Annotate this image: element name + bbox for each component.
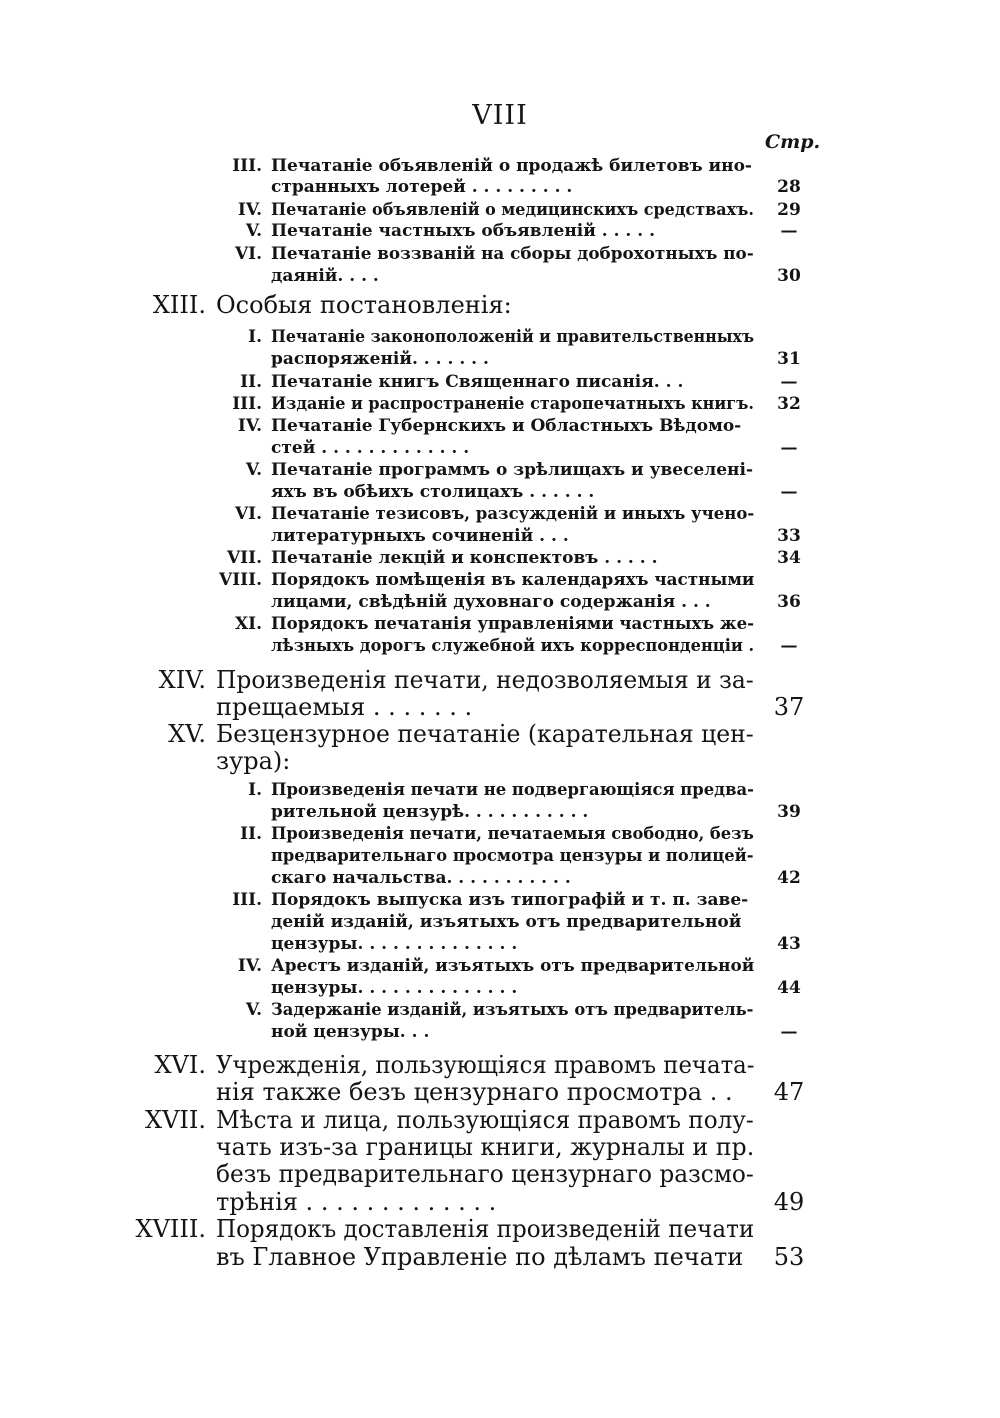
entry-title-line: рительной цензурѣ. . . . . . . . . . . <box>271 802 589 822</box>
entry-number: XIII. <box>152 291 206 319</box>
entry-title-line: въ Главное Управленіе по дѣламъ печати <box>216 1243 744 1271</box>
entry-number: IV. <box>237 416 262 436</box>
entry-page-number: 43 <box>777 934 801 954</box>
entry-title-line: цензуры. . . . . . . . . . . . . . <box>271 978 518 998</box>
entry-title-line: Произведенія печати, печатаемыя свободно, безъ <box>271 824 754 844</box>
entry-page-number: — <box>780 636 798 656</box>
entry-page-number: — <box>780 221 798 241</box>
entry-page-number: 53 <box>773 1243 805 1271</box>
entry-title-line: Изданіе и распространеніе старопечатныхъ книгъ. <box>271 394 754 414</box>
entry-title-line: Печатаніе объявленій о медицинскихъ средствахъ. <box>271 200 754 220</box>
entry-number: V. <box>245 1000 262 1020</box>
entry-number: V. <box>245 460 262 480</box>
entry-title-line: даяній. . . . <box>271 266 379 286</box>
entry-title-line: Печатаніе тезисовъ, разсужденій и иныхъ учено- <box>271 504 755 524</box>
entry-title-line: деній изданій, изъятыхъ отъ предварительной <box>271 912 742 932</box>
entry-title-line: Печатаніе лекцій и конспектовъ . . . . . <box>271 548 658 568</box>
entry-title-line: предварительнаго просмотра цензуры и полицей- <box>271 846 754 866</box>
entry-number: III. <box>232 156 262 176</box>
entry-title-line: Произведенія печати, недозволяемыя и за- <box>216 666 754 694</box>
entry-title-line: Мѣста и лица, пользующіяся правомъ полу- <box>216 1106 754 1134</box>
entry-title-line: Печатаніе объявленій о продажѣ билетовъ ино- <box>271 156 752 176</box>
entry-number: XIV. <box>158 666 206 694</box>
entry-page-number: 42 <box>777 868 801 888</box>
entry-title-line: лѣзныхъ дорогъ служебной ихъ корреспонденціи . <box>271 636 755 656</box>
entry-number: III. <box>232 394 262 414</box>
entry-title-line: Порядокъ печатанія управленіями частныхъ же- <box>271 614 755 634</box>
entry-page-number: 44 <box>777 978 801 998</box>
entry-page-number: 32 <box>777 394 801 414</box>
entry-page-number: 29 <box>777 200 801 220</box>
page-column-label: Стр. <box>765 131 821 153</box>
entry-title-line: Порядокъ помѣщенія въ календаряхъ частными <box>271 570 755 590</box>
entry-number: XVII. <box>144 1106 206 1134</box>
entry-page-number: 31 <box>777 349 801 369</box>
entry-title-line: зура): <box>216 747 291 775</box>
entry-title-line: Порядокъ выпуска изъ типографій и т. п. заве- <box>271 890 749 910</box>
entry-page-number: 28 <box>777 177 801 197</box>
entry-title-line: лицами, свѣдѣній духовнаго содержанія . . . <box>271 592 711 612</box>
entry-page-number: 36 <box>777 592 801 612</box>
entry-title-line: Печатаніе программъ о зрѣлищахъ и увеселені- <box>271 460 754 480</box>
entry-title-line: распоряженій. . . . . . . <box>271 349 489 369</box>
entry-title-line: ной цензуры. . . <box>271 1022 430 1042</box>
entry-title-line: Печатаніе законоположеній и правительственныхъ <box>271 327 755 347</box>
entry-title-line: литературныхъ сочиненій . . . <box>271 526 569 546</box>
entry-page-number: 30 <box>777 266 801 286</box>
entry-number: VI. <box>234 244 262 264</box>
entry-page-number: 33 <box>777 526 801 546</box>
entry-page-number: — <box>780 372 798 392</box>
entry-number: XV. <box>168 720 206 748</box>
entry-number: II. <box>240 824 262 844</box>
entry-number: I. <box>248 780 262 800</box>
entry-title-line: Печатаніе Губернскихъ и Областныхъ Вѣдомо- <box>271 416 742 436</box>
entry-page-number: 37 <box>773 693 805 721</box>
entry-title-line: странныхъ лотерей . . . . . . . . . <box>271 177 573 197</box>
entry-title-line: Безцензурное печатаніе (карательная цен- <box>216 720 754 748</box>
entry-number: VII. <box>226 548 262 568</box>
entry-number: III. <box>232 890 262 910</box>
entry-page-number: — <box>780 438 798 458</box>
entry-number: VIII. <box>219 570 262 590</box>
entry-title-line: стей . . . . . . . . . . . . . <box>271 438 470 458</box>
entry-title-line: нія также безъ цензурнаго просмотра . . <box>216 1078 733 1106</box>
entry-page-number: 34 <box>777 548 801 568</box>
entry-number: V. <box>245 221 262 241</box>
entry-number: XI. <box>234 614 262 634</box>
entry-page-number: 49 <box>773 1188 805 1216</box>
entry-title-line: прещаемыя . . . . . . . <box>216 693 473 721</box>
entry-title-line: яхъ въ обѣихъ столицахъ . . . . . . <box>271 482 595 502</box>
entry-number: XVI. <box>154 1051 206 1079</box>
entry-page-number: — <box>780 482 798 502</box>
entry-title-line: Печатаніе книгъ Священнаго писанія. . . <box>271 372 684 392</box>
entry-number: IV. <box>237 200 262 220</box>
entry-title-line: Произведенія печати не подвергающіяся предва- <box>271 780 754 800</box>
entry-title-line: Порядокъ доставленія произведеній печати <box>216 1215 755 1243</box>
entry-page-number: 39 <box>777 802 801 822</box>
entry-title-line: Учрежденія, пользующіяся правомъ печата- <box>216 1051 755 1079</box>
entry-page-number: 47 <box>773 1078 805 1106</box>
entry-title-line: цензуры. . . . . . . . . . . . . . <box>271 934 518 954</box>
entry-title-line: Арестъ изданій, изъятыхъ отъ предварительной <box>271 956 755 976</box>
entry-title-line: трѣнія . . . . . . . . . . . . . <box>216 1188 497 1216</box>
entry-number: VI. <box>234 504 262 524</box>
entry-title-line: Печатаніе воззваній на сборы доброхотныхъ по- <box>271 244 754 264</box>
entry-title-line: Печатаніе частныхъ объявленій . . . . . <box>271 221 656 241</box>
entry-number: XVIII. <box>135 1215 206 1243</box>
entry-title-line: чать изъ-за границы книги, журналы и пр. <box>216 1133 755 1161</box>
page-folio: VIII <box>472 100 528 131</box>
entry-title-line: Особыя постановленія: <box>216 291 512 319</box>
entry-title-line: скаго начальства. . . . . . . . . . . <box>271 868 571 888</box>
entry-number: II. <box>240 372 262 392</box>
entry-page-number: — <box>780 1022 798 1042</box>
entry-title-line: безъ предварительнаго цензурнаго разсмо- <box>216 1160 754 1188</box>
entry-number: IV. <box>237 956 262 976</box>
entry-title-line: Задержаніе изданій, изъятыхъ отъ предваритель- <box>271 1000 754 1020</box>
entry-number: I. <box>248 327 262 347</box>
